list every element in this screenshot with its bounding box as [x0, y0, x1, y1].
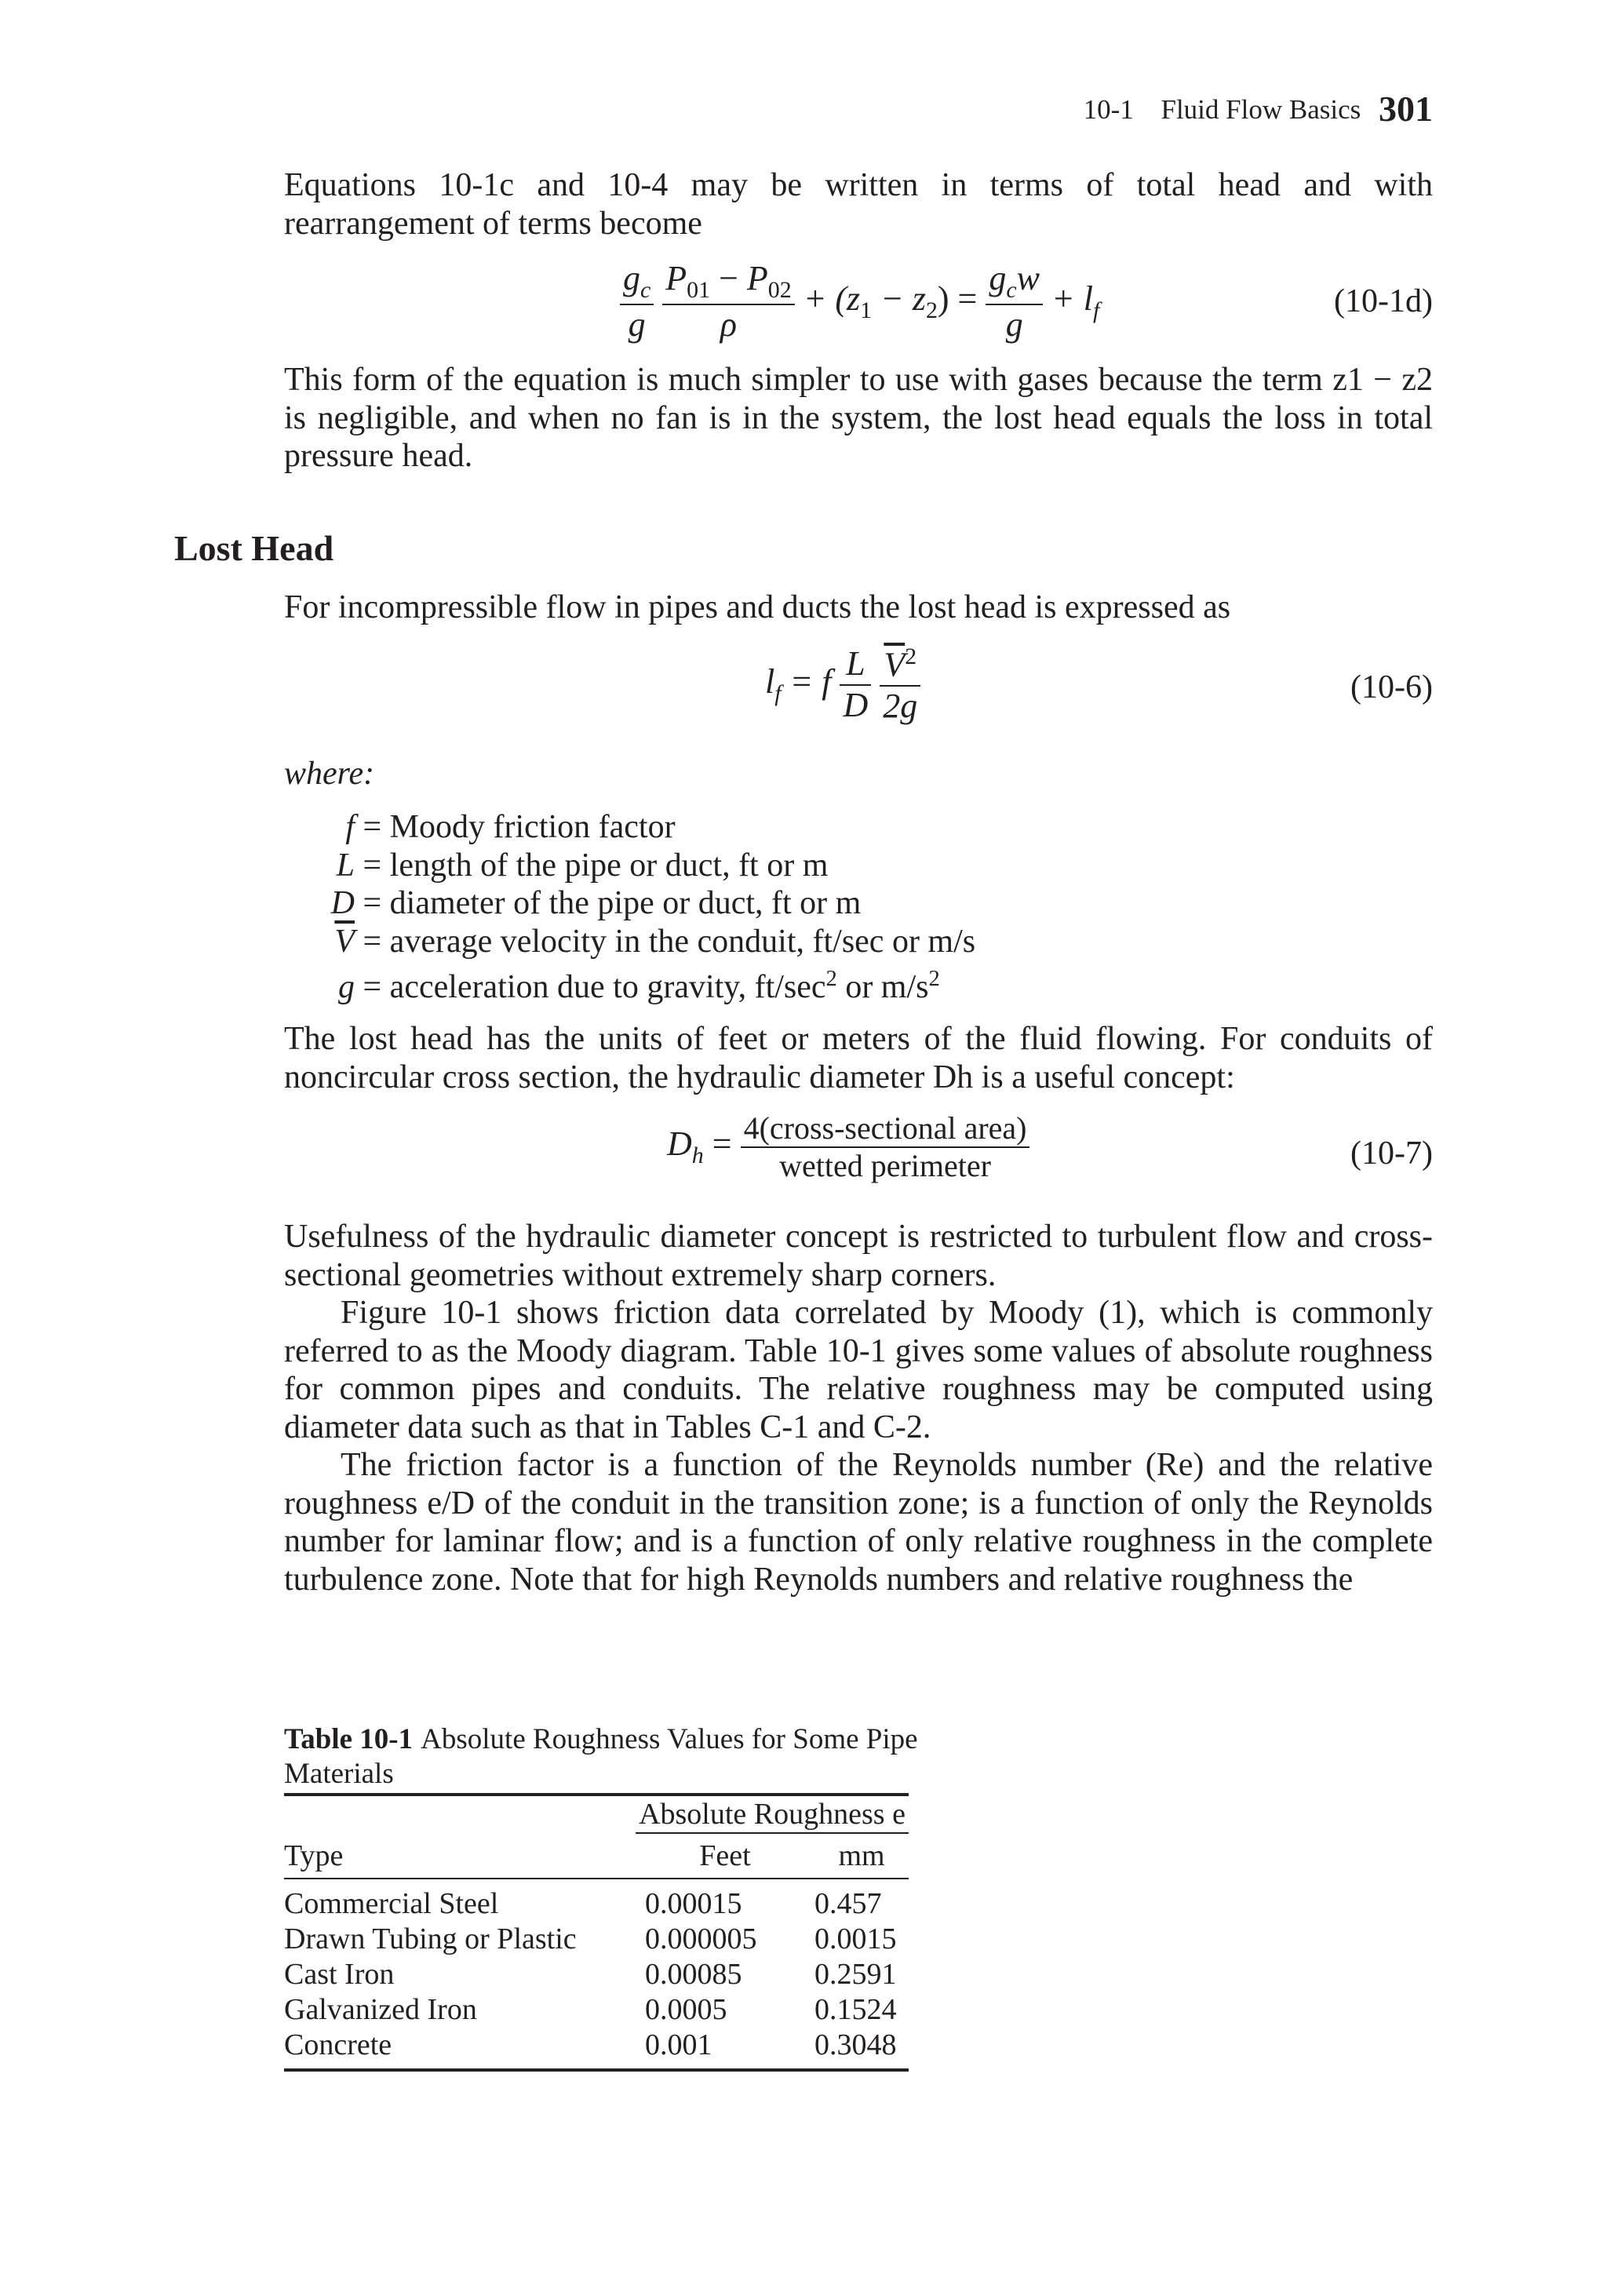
cell-feet: 0.00015: [645, 1886, 742, 1920]
table-group-header: Absolute Roughness e: [636, 1795, 909, 1833]
eq3-fraction-hydraulic: $\frac{\text{4(cross-sectional area)}}{\text{wetted perimeter}}$: [741, 1110, 1030, 1184]
variable-definitions: [330, 808, 975, 1007]
cell-mm: 0.1524: [814, 1992, 897, 2026]
cell-type: Cast Iron: [284, 1957, 395, 1991]
running-header: [1084, 88, 1433, 129]
paragraph-usefulness: Usefulness of the hydraulic diameter concept is restricted to turbulent flow and cross-sectional geometries without extremely sharp corners.: [284, 1219, 1433, 1293]
section-heading-lost-head: Lost Head: [174, 528, 334, 568]
paragraph-friction-factor: The friction factor is a function of the Reynolds number (Re) and the relative roughness e/D of the conduit in the transition zone; is a function of only the Reynolds number for laminar flow; and is a function of only relative roughness in the complete turbulence zone. Note that for high Reynolds numbers and relative roughness the: [284, 1447, 1433, 1598]
variable-g: g = acceleration due to gravity, $ft/\sec^2$ or $m/s^2$: [338, 967, 940, 1005]
paragraph-incompressible: For incompressible flow in pipes and ducts the lost head is expressed as: [284, 589, 1231, 625]
table-header-row: [284, 1833, 909, 1879]
equation-number-10-6: (10-6): [1350, 669, 1433, 705]
equation-10-7: $D_h$ = $\frac{\text{4(cross-sectional area)}}{\text{wetted perimeter}}$: [667, 1110, 1029, 1184]
eq2-fraction-L-D: $\frac{L}{D}$: [840, 644, 871, 725]
table-label: Table 10-1: [284, 1723, 414, 1755]
table-caption: [284, 1722, 927, 1791]
variable-f: f = Moody friction factor: [345, 809, 676, 845]
equation-10-1d: [620, 259, 1099, 345]
table-group-header-row: [284, 1795, 909, 1833]
eq1-elevation-term: + $(z_1 - z_2)$ =: [794, 279, 986, 323]
table-row: [284, 2027, 909, 2070]
cell-type: Drawn Tubing or Plastic: [284, 1922, 577, 1955]
table-row: [284, 1992, 909, 2027]
intro-paragraph: Equations 10-1c and 10-4 may be written in terms of total head and with rearrangement of terms become: [284, 167, 1433, 242]
page-number: 301: [1379, 89, 1433, 129]
eq1-fraction-pressure: $\frac{P_{01} - P_{02}}{\rho}$: [662, 259, 794, 345]
header-section-title: Fluid Flow Basics: [1161, 94, 1361, 125]
eq1-fraction-gc-g: $\frac{g_c}{g}$: [620, 259, 654, 345]
column-header-type: Type: [284, 1833, 636, 1879]
table-row: [284, 1921, 909, 1956]
cell-type: Galvanized Iron: [284, 1992, 477, 2026]
cell-feet: 0.00085: [645, 1957, 742, 1991]
eq1-fraction-work: $\frac{g_cw}{g}$: [986, 259, 1043, 345]
cell-mm: 0.457: [814, 1886, 882, 1920]
cell-mm: 0.2591: [814, 1957, 897, 1991]
cell-feet: 0.000005: [645, 1922, 757, 1955]
equation-number-10-1d: (10-1d): [1334, 283, 1433, 319]
eq2-fraction-V2-2g: $\frac{\overline{V}^2}{2g}$: [880, 643, 920, 727]
equation-number-10-7: (10-7): [1350, 1135, 1433, 1172]
table-row: [284, 1879, 909, 1921]
where-label: where:: [284, 756, 375, 792]
equation-10-6: $l_f = f$ $\frac{L}{D}$ $\frac{\overline{V}^2}{2g}$: [765, 643, 920, 727]
table-row: [284, 1956, 909, 1992]
paragraph-moody: Figure 10-1 shows friction data correlated by Moody (1), which is commonly referred to as the Moody diagram. Table 10-1 gives some values of absolute roughness for common pipes and conduits. The relative roughness may be computed using diameter data such as that in Tables C-1 and C-2.: [284, 1295, 1433, 1445]
paragraph-gases: This form of the equation is much simpler to use with gases because the term z1 − z2 is negligible, and when no fan is in the system, the lost head equals the loss in total pressure head.: [284, 362, 1433, 474]
variable-D: D = diameter of the pipe or duct, ft or m: [330, 885, 862, 921]
cell-mm: 0.0015: [814, 1922, 897, 1955]
variable-V: $\overline{V}$ = average velocity in the conduit, ft/sec or m/s: [334, 923, 976, 960]
column-header-mm: mm: [814, 1833, 909, 1879]
roughness-table: [284, 1793, 909, 2072]
paragraph-lost-head-units: The lost head has the units of feet or meters of the fluid flowing. For conduits of noncircular cross section, the hydraulic diameter Dh is a useful concept:: [284, 1021, 1433, 1095]
header-section-number: 10-1: [1083, 94, 1134, 125]
cell-type: Commercial Steel: [284, 1886, 499, 1920]
column-header-feet: Feet: [636, 1833, 814, 1879]
eq1-lost-head-term: + $l_f$: [1043, 279, 1100, 323]
cell-feet: 0.001: [645, 2028, 712, 2061]
table-caption-text: Absolute Roughness Values for Some Pipe Materials: [284, 1723, 918, 1790]
cell-mm: 0.3048: [814, 2028, 897, 2061]
cell-type: Concrete: [284, 2028, 392, 2061]
cell-feet: 0.0005: [645, 1992, 727, 2026]
variable-L: L = length of the pipe or duct, ft or m: [336, 847, 829, 884]
